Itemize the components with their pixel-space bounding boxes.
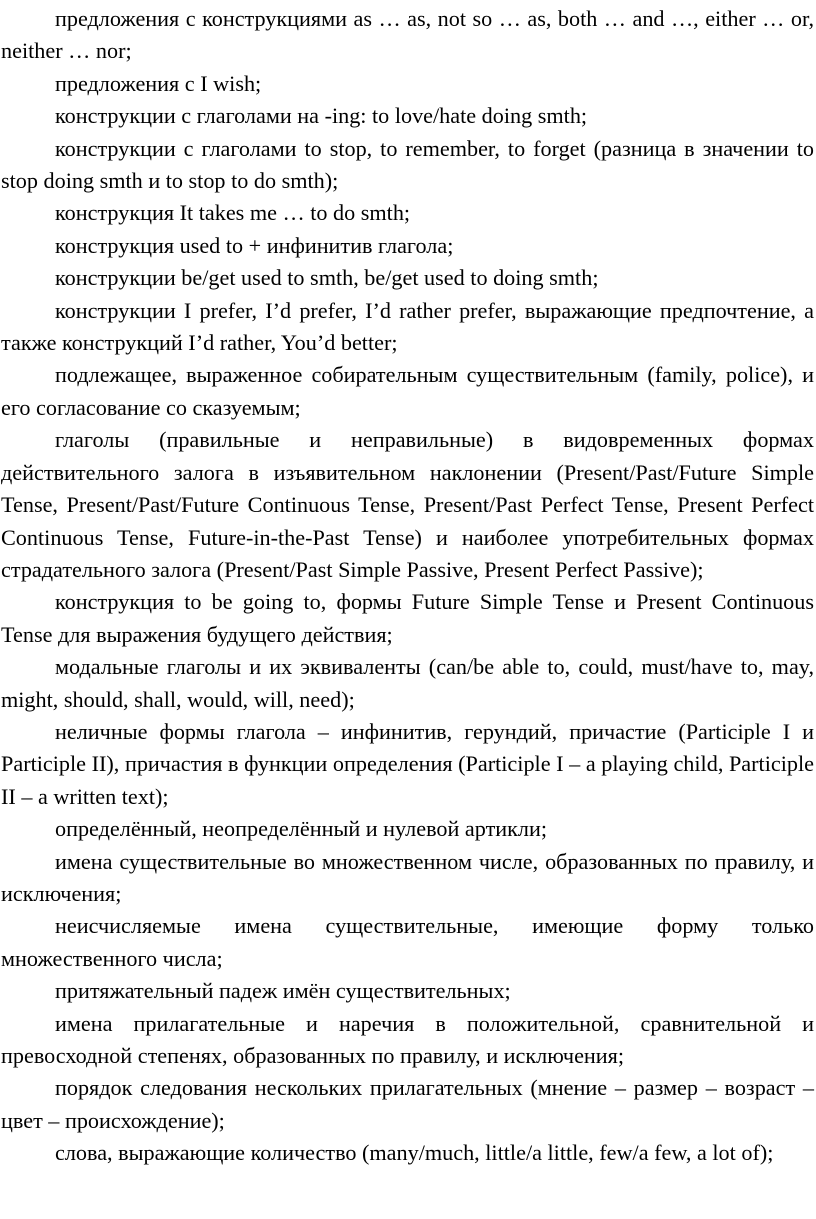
list-item: определённый, неопределённый и нулевой артикли; <box>55 816 548 842</box>
list-item: конструкция to be going to, формы Future Simple Tense и Present Continuous Tense для выражения будущего действия; <box>1 589 814 647</box>
list-item: притяжательный падеж имён существительных; <box>55 978 511 1004</box>
list-item: неличные формы глагола – инфинитив, герундий, причастие (Participle I и Participle II), причастия в функции определения (Participle I – a playing child, Participle II – a written text); <box>1 718 814 809</box>
list-item: конструкция used to + инфинитив глагола; <box>55 232 454 258</box>
list-item: предложения с I wish; <box>55 70 262 96</box>
list-item: порядок следования нескольких прилагательных (мнение – размер – возраст – цвет – происхождение); <box>1 1075 814 1133</box>
list-item: слова, выражающие количество (many/much, little/a little, few/a few, a lot of); <box>55 1140 774 1166</box>
list-item: предложения с конструкциями as … as, not so … as, both … and …, either … or, neither … nor; <box>1 6 814 64</box>
list-item: глаголы (правильные и неправильные) в видовременных формах действительного залога в изъявительном наклонении (Present/Past/Future Simple Tense, Present/Past/Future Continuous Tense, Present/Past Perfect Tense, Present Perfect Continuous Tense, Future-in-the-Past Tense) и наиболее употребительных формах страдательного залога (Present/Past Simple Passive, Present Perfect Passive); <box>1 427 814 582</box>
list-item: конструкции с глаголами на -ing: to love/hate doing smth; <box>55 103 588 129</box>
list-item: подлежащее, выраженное собирательным существительным (family, police), и его согласование со сказуемым; <box>1 362 814 420</box>
list-item: неисчисляемые имена существительные, имеющие форму только множественного числа; <box>1 913 814 971</box>
list-item: конструкция It takes me … to do smth; <box>55 200 411 226</box>
list-item: модальные глаголы и их эквиваленты (can/be able to, could, must/have to, may, might, should, shall, would, will, need); <box>1 654 814 712</box>
list-item: конструкции с глаголами to stop, to remember, to forget (разница в значении to stop doing smth и to stop to do smth); <box>1 135 814 194</box>
list-item: имена существительные во множественном числе, образованных по правилу, и исключения; <box>1 848 814 906</box>
list-item: конструкции I prefer, I’d prefer, I’d rather prefer, выражающие предпочтение, а также конструкций I’d rather, You’d better; <box>1 297 814 356</box>
list-item: конструкции be/get used to smth, be/get used to doing smth; <box>55 265 599 291</box>
list-item: имена прилагательные и наречия в положительной, сравнительной и превосходной степенях, образованных по правилу, и исключения; <box>1 1010 814 1068</box>
